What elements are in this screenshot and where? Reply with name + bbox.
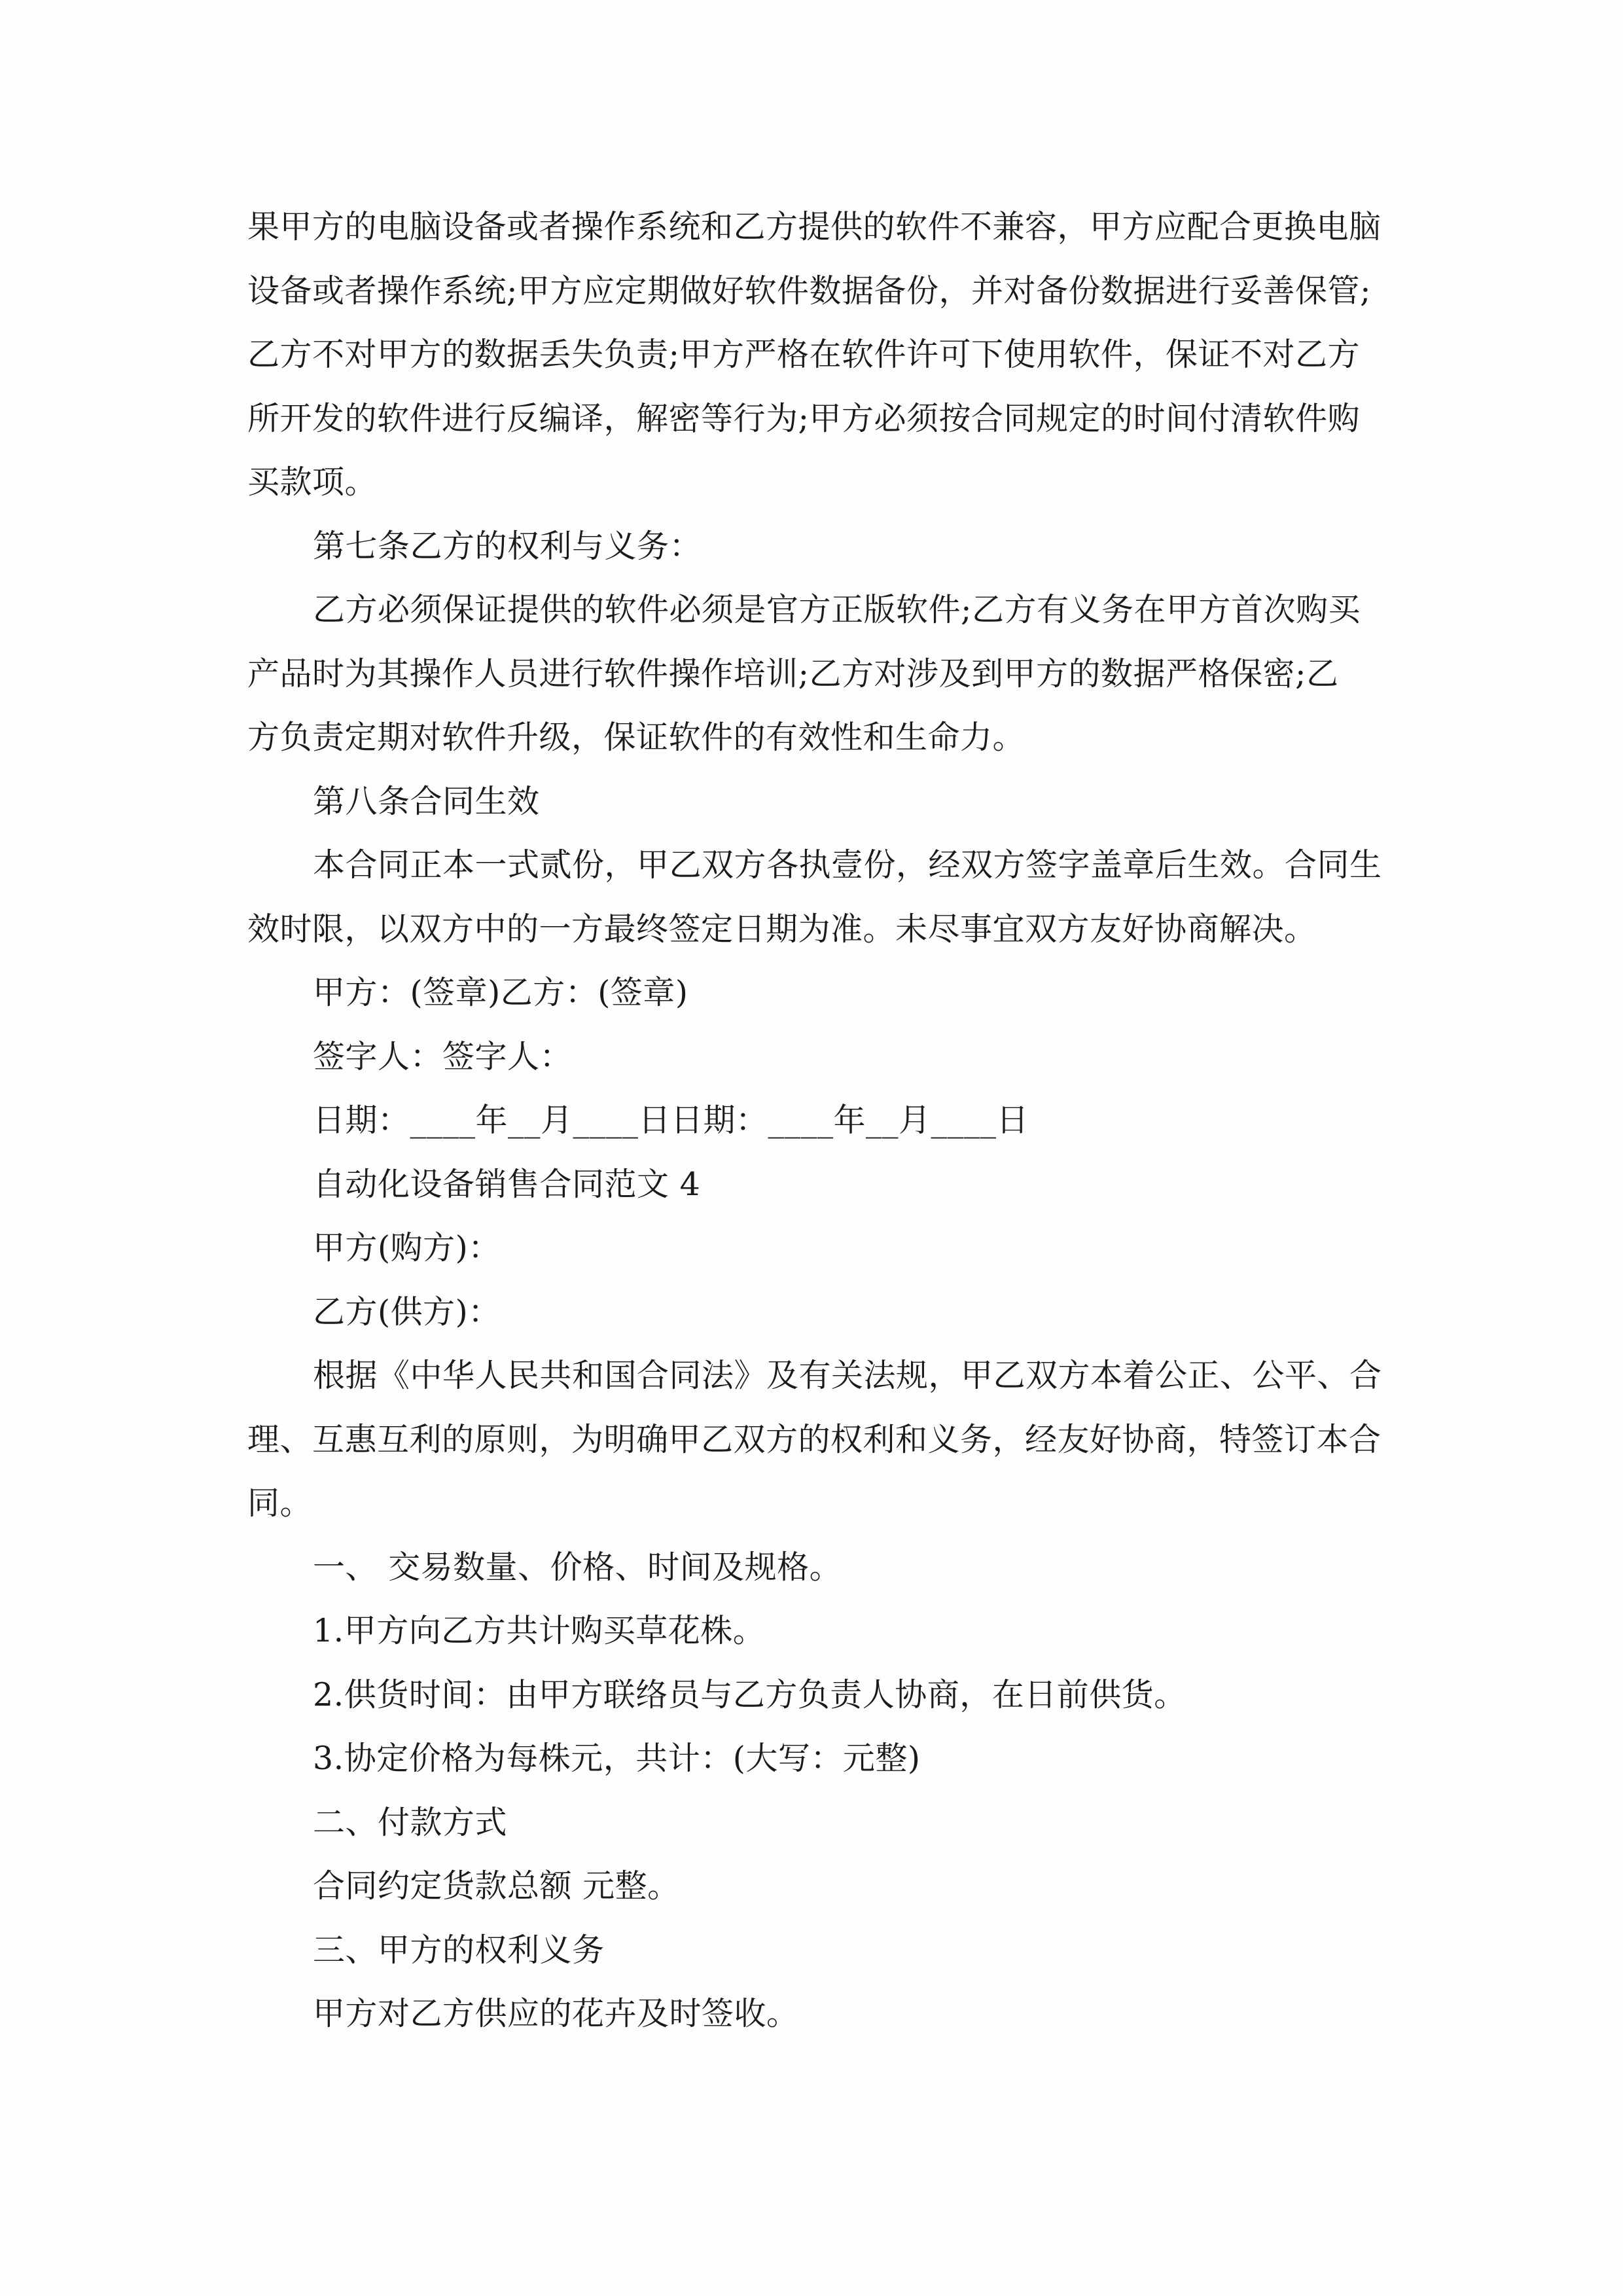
clause-heading: 一、 交易数量、价格、时间及规格。 — [313, 1548, 842, 1586]
paragraph-line: 甲方对乙方供应的花卉及时签收。 — [313, 1995, 799, 2032]
paragraph-line: 根据《中华人民共和国合同法》及有关法规，甲乙双方本着公正、公平、合 — [313, 1357, 1382, 1394]
section-title: 自动化设备销售合同范文 4 — [313, 1165, 701, 1203]
date-line: 日期：____年__月____日日期：____年__月____日 — [313, 1102, 1029, 1139]
paragraph-line: 方负责定期对软件升级，保证软件的有效性和生命力。 — [247, 719, 1026, 756]
clause-item: 2.供货时间：由甲方联络员与乙方负责人协商，在日前供货。 — [313, 1676, 1186, 1713]
signer-line: 签字人：签字人： — [313, 1037, 573, 1075]
paragraph-line: 合同约定货款总额 元整。 — [313, 1867, 680, 1905]
clause-heading: 三、甲方的权利义务 — [313, 1931, 605, 1969]
article-heading: 第八条合同生效 — [313, 782, 540, 820]
paragraph-line: 乙方必须保证提供的软件必须是官方正版软件;乙方有义务在甲方首次购买 — [313, 591, 1361, 628]
clause-heading: 二、付款方式 — [313, 1803, 508, 1841]
paragraph-line: 产品时为其操作人员进行软件操作培训;乙方对涉及到甲方的数据严格保密;乙 — [247, 655, 1339, 692]
paragraph-line: 买款项。 — [247, 463, 378, 501]
paragraph-line: 效时限，以双方中的一方最终签定日期为准。未尽事宜双方友好协商解决。 — [247, 910, 1317, 948]
paragraph-line: 理、互惠互利的原则，为明确甲乙双方的权利和义务，经友好协商，特签订本合 — [247, 1420, 1382, 1458]
signature-line: 甲方：(签章)乙方：(签章) — [313, 974, 688, 1011]
paragraph-line: 本合同正本一式贰份，甲乙双方各执壹份，经双方签字盖章后生效。合同生 — [313, 846, 1382, 884]
party-a-line: 甲方(购方)： — [313, 1229, 501, 1266]
clause-item: 3.协定价格为每株元，共计：(大写：元整) — [313, 1740, 921, 1777]
party-b-line: 乙方(供方)： — [313, 1293, 501, 1331]
clause-item: 1.甲方向乙方共计购买草花株。 — [313, 1612, 766, 1649]
paragraph-line: 设备或者操作系统;甲方应定期做好软件数据备份，并对备份数据进行妥善保管; — [247, 272, 1372, 310]
paragraph-line: 所开发的软件进行反编译，解密等行为;甲方必须按合同规定的时间付清软件购 — [247, 399, 1361, 437]
paragraph-line: 果甲方的电脑设备或者操作系统和乙方提供的软件不兼容，甲方应配合更换电脑 — [247, 208, 1382, 245]
article-heading: 第七条乙方的权利与义务： — [313, 527, 702, 565]
document-body — [247, 195, 1383, 2046]
paragraph-line: 乙方不对甲方的数据丢失负责;甲方严格在软件许可下使用软件，保证不对乙方 — [247, 336, 1361, 373]
paragraph-line: 同。 — [247, 1484, 313, 1522]
